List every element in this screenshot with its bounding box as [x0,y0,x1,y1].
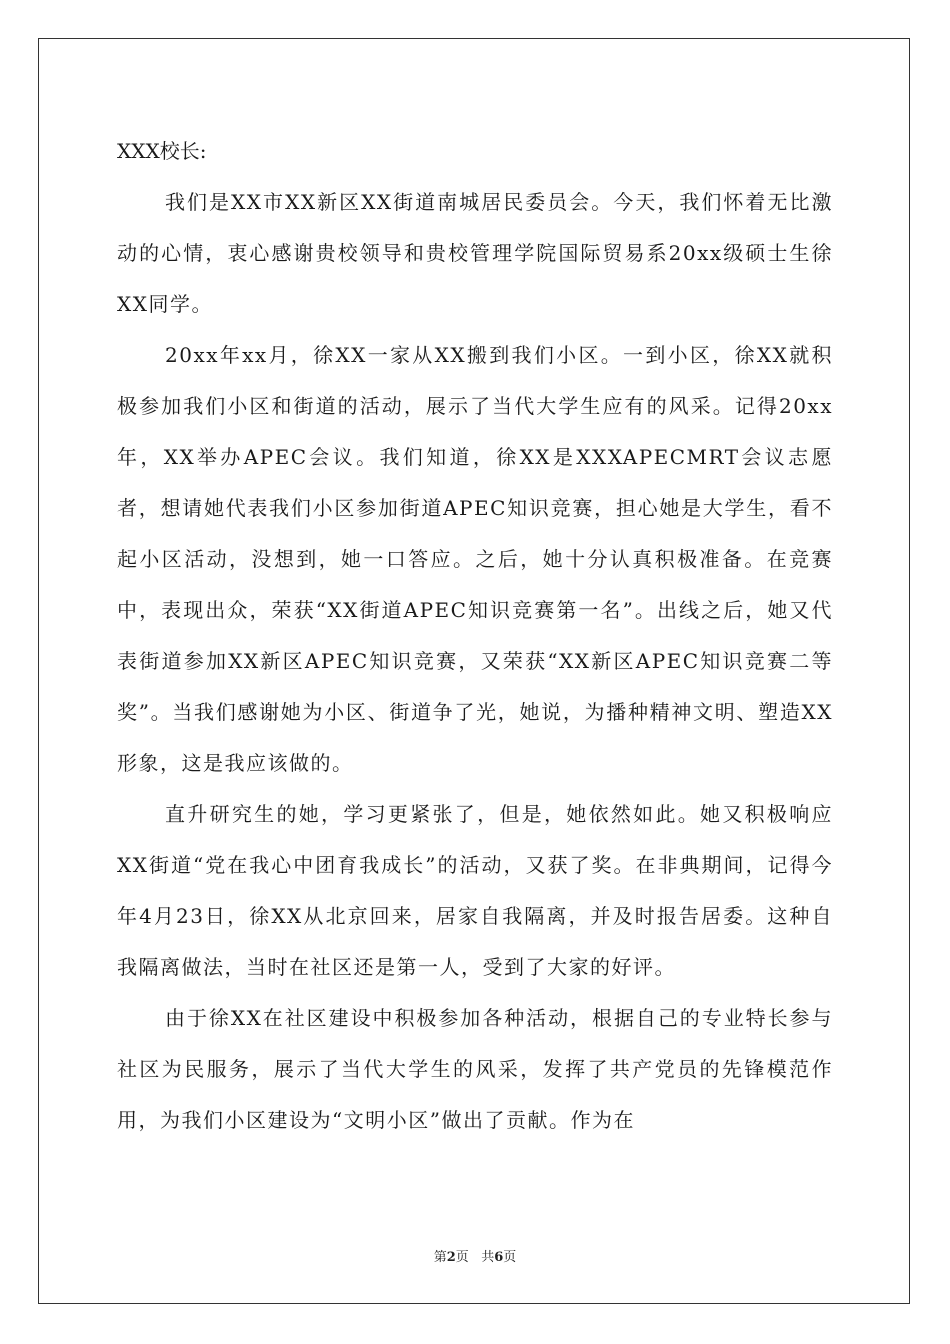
paragraph-1: 我们是XX市XX新区XX街道南城居民委员会。今天，我们怀着无比激动的心情，衷心感谢贵校领导和贵校管理学院国际贸易系20xx级硕士生徐XX同学。 [117,190,833,316]
letter-body [117,126,833,1146]
total-prefix: 共 [481,1250,495,1265]
current-page-number: 2 [446,1250,456,1265]
paragraph-2: 20xx年xx月，徐XX一家从XX搬到我们小区。一到小区，徐XX就积极参加我们小区和街道的活动，展示了当代大学生应有的风采。记得20xx年，XX举办APEC会议。我们知道，徐XX是XXXAPECMRT会议志愿者，想请她代表我们小区参加街道APEC知识竞赛，担心她是大学生，看不起小区活动，没想到，她一口答应。之后，她十分认真积极准备。在竞赛中，表现出众，荣获“XX街道APEC知识竞赛第一名”。出线之后，她又代表街道参加XX新区APEC知识竞赛，又荣获“XX新区APEC知识竞赛二等奖”。当我们感谢她为小区、街道争了光，她说，为播种精神文明、塑造XX形象，这是我应该做的。 [117,343,833,775]
total-suffix: 页 [503,1250,517,1265]
page-suffix: 页 [455,1250,469,1265]
total-pages-number: 6 [494,1250,504,1265]
salutation: XXX校长: [117,139,207,163]
paragraph-4: 由于徐XX在社区建设中积极参加各种活动，根据自己的专业特长参与社区为民服务，展示了当代大学生的风采，发挥了共产党员的先锋模范作用，为我们小区建设为“文明小区”做出了贡献。作为在 [117,1006,833,1132]
paragraph-3: 直升研究生的她，学习更紧张了，但是，她依然如此。她又积极响应XX街道“党在我心中团育我成长”的活动，又获了奖。在非典期间，记得今年4月23日，徐XX从北京回来，居家自我隔离，并及时报告居委。这种自我隔离做法，当时在社区还是第一人，受到了大家的好评。 [117,802,833,979]
page-prefix: 第 [433,1250,447,1265]
page-number-footer [0,1246,950,1265]
